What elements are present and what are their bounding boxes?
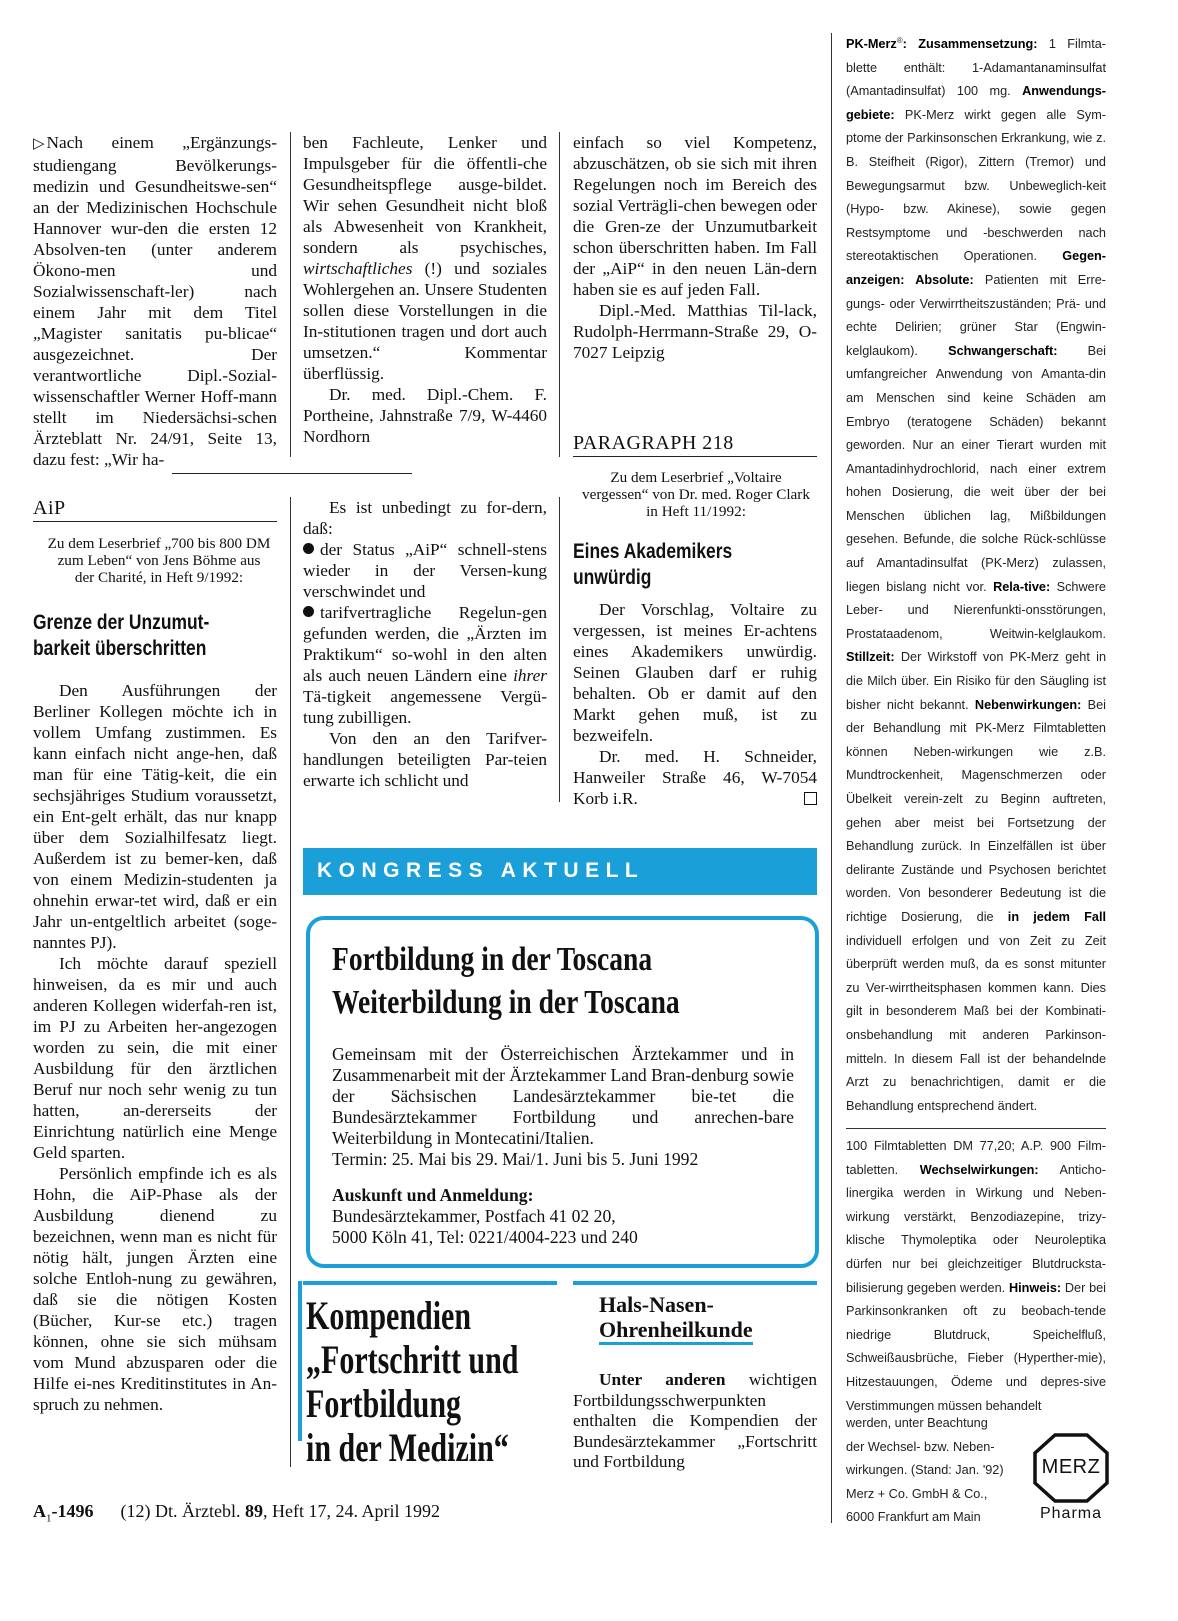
pk-merz-left-rule: [831, 33, 832, 1523]
pk-merz-label-schwangerschaft: Schwangerschaft:: [948, 343, 1058, 358]
column-1-aip-body: [33, 680, 277, 1415]
section-divider: [172, 473, 412, 474]
column-rule-1-bottom: [290, 497, 291, 1467]
hno-top-rule: [573, 1281, 817, 1285]
end-of-article-icon: [804, 792, 817, 805]
rubric-aip-rule: [33, 521, 277, 522]
kongress-aktuell-label: KONGRESS AKTUELL: [317, 859, 645, 882]
hno-title-line-1: Hals-Nasen-: [599, 1292, 714, 1317]
pk-merz-stillzeit: Der Wirkstoff von PK-Merz geht in die Milch über. Ein Risiko für den Säugling ist bisher nicht bekannt.: [846, 650, 1107, 712]
pk-merz-tail: [846, 1412, 1026, 1530]
footer-volume: 89: [244, 1501, 263, 1521]
column-3-top: [573, 132, 817, 363]
rubric-paragraph-218-rule: [573, 456, 817, 457]
merz-logo-text: MERZ: [1041, 1456, 1101, 1478]
column-2-paragraph-part-b: (!) und soziales Wohlergehen an. Unsere Studenten sollen diese Vorstellungen in die In-stitutionen tragen und dort auch umsetzen.“ Kommentar überflüssig.: [303, 259, 547, 383]
pk-merz-tail-line-2: der Wechsel- bzw. Neben-: [846, 1439, 995, 1454]
aip-bullet-2-italic: ihrer: [513, 666, 548, 685]
kompendien-title-line-4: in der Medizin“: [306, 1425, 509, 1470]
page-footer: [33, 1501, 440, 1525]
pk-merz-relative: Schwere Leber- und Nierenfunkti-onsstörungen, Prostataadenom, Weitwin-kelglaukom.: [846, 579, 1106, 641]
footer-page-subscript: 1: [46, 1512, 52, 1525]
pk-merz-schwangerschaft: Bei umfangreicher Anwendung von Amanta-din am Menschen sind keine Schäden am Embryo (teratogene Schäden) bekannt geworden. Nur an einer Tierart wurden mit Amantadinhydrochlorid, nach einer extrem hohen Dosierung, die weit über der bei Menschen üblichen lag, Mißbildungen gesehen. Befunde, die solche Rück-schlüsse auf Amantadinsulfat (PK-Merz) zulassen, liegen bislang nicht vor.: [846, 343, 1106, 594]
column-1-top: [33, 132, 277, 470]
kompendien-side-rule: [298, 1281, 302, 1441]
aip-paragraph-3: Persönlich empfinde ich es als Hohn, die AiP-Phase als der Ausbildung dienend zu bezeichnen, wenn man es nicht für nötig hält, jungen Ärzten eine solche Entloh-nung zu gewähren, daß sie die nötigen Kosten (Bücher, Kur-se etc.) tragen können, ohne sie sich mühsam vom Mund abzusparen oder die Hilfe ei-nes Kreditinstitutes in An-spruch zu nehmen.: [33, 1164, 277, 1414]
toscana-description: Gemeinsam mit der Österreichischen Ärztekammer und in Zusammenarbeit mit der Ärztekammer Land Bran-denburg sowie der Sächsischen Landesärztekammer bie-tet die Bundesärztekammer Fortbildung und anrechen-bare Weiterbildung in Montecatini/Italien.: [332, 1044, 794, 1148]
merz-logo-pharma: Pharma: [1039, 1505, 1103, 1522]
toscana-announcement-box: [306, 916, 819, 1268]
pk-merz-label-hinweis: Hinweis:: [1008, 1280, 1062, 1295]
paragraph-218-letter-intro: Zu dem Leserbrief „Voltaire vergessen“ von Dr. med. Roger Clark in Heft 11/1992:: [582, 469, 810, 520]
paragraph-218-headline-line-1: Eines Akademikers: [573, 540, 733, 563]
pk-merz-tail-line-4: Merz + Co. GmbH & Co.,: [846, 1486, 988, 1501]
aip-bullet-2-part-b: Tä-tigkeit angemessene Vergü-tung zubilligen.: [303, 687, 547, 727]
merz-logo: [1031, 1432, 1111, 1527]
toscana-termin: Termin: 25. Mai bis 29. Mai/1. Juni bis 5. Juni 1992: [332, 1149, 699, 1169]
pk-merz-label-wechselwirkungen: Wechselwirkungen:: [919, 1162, 1039, 1177]
hno-lead-bold: Unter anderen: [599, 1370, 726, 1389]
toscana-title-line-2: Weiterbildung in der Toscana: [332, 984, 680, 1021]
rubric-aip: AiP: [33, 497, 66, 519]
pk-merz-tail-line-3: wirkungen. (Stand: Jan. '92): [846, 1463, 1004, 1478]
aip-headline-line-1: Grenze der Unzumut-: [33, 611, 210, 634]
toscana-title: [332, 938, 680, 1024]
bullet-icon: [303, 606, 314, 617]
aip-paragraph-2: Ich möchte darauf speziell hinweisen, da es mir und auch anderen Kollegen widerfah-ren ist, im PJ zu Arbeiten her-angezogen worden zu sein, die mit einer Ausbildung für den ärztlichen Beruf nur noch sehr wenig zu tun hatten, an-dererseits der Einrichtung natürlich eine Menge Geld sparten.: [33, 954, 277, 1162]
column-2-italic-word: wirtschaftliches: [303, 259, 413, 278]
hno-title-line-2: Ohrenheilkunde: [599, 1317, 753, 1345]
aip-headline-line-2: barkeit überschritten: [33, 637, 207, 660]
pk-merz-registered: ®: [896, 35, 903, 45]
footer-page-letter: A: [33, 1501, 46, 1521]
pk-merz-divider: [846, 1128, 1106, 1129]
portheine-signature: Dr. med. Dipl.-Chem. F. Portheine, Jahnstraße 7/9, W-4460 Nordhorn: [303, 385, 547, 446]
pk-merz-label-gegenanzeigen: Gegen-anzeigen: Absolute:: [846, 249, 1106, 287]
pk-merz-packung: 100 Filmtabletten DM 77,20; A.P. 900 Film-tabletten.: [846, 1139, 1106, 1177]
pk-merz-name: PK-Merz: [846, 37, 897, 51]
paragraph-218-text: Der Vorschlag, Voltaire zu vergessen, ist meines Er-achtens eines Akademikers unwürdig. Seinen Glauben darf er ruhig behalten. Ob er damit auf den Markt gehen muß, ist zu bezweifeln.: [573, 600, 817, 745]
schneider-signature: Dr. med. H. Schneider, Hanweiler Straße 46, W-7054 Korb i.R.: [573, 747, 817, 808]
pk-merz-text-block-1: [846, 33, 1106, 1118]
hno-title: [599, 1292, 753, 1345]
pk-merz-wechselwirkungen: Anticho-linergika werden in Wirkung und Neben-wirkung verstärkt, Benzodiazepine, trizy-klische Thymoleptika oder Neuroleptika dürfen nur bei gleichzeitiger Blutdrucksta-bilisierung gegeben werden.: [846, 1162, 1106, 1295]
pk-merz-tail-line-1: werden, unter Beachtung: [846, 1416, 988, 1430]
pk-merz-label-stillzeit: Stillzeit:: [846, 650, 895, 665]
column-2-aip: [303, 497, 547, 791]
footer-journal: (12) Dt. Ärztebl.: [120, 1501, 241, 1521]
column-2-paragraph-part-a: ben Fachleute, Lenker und Impulsgeber für die öffentli-che Gesundheitspflege ausge-bildet. Wir sehen Gesundheit nicht bloß als Abwesenheit von Krankheit, sondern als psychisches,: [303, 133, 547, 257]
kompendien-title-line-2: „Fortschritt und: [306, 1337, 519, 1382]
pk-merz-nebenwirkungen-a: Bei der Behandlung mit PK-Merz Filmtabletten können Neben-wirkungen wie z.B. Mundtrockenheit, Magenschmerzen oder Übelkeit verein-zelt zu Beginn auftreten, gehen aber meist bei Fortsetzung der Behandlung zurück. In Einzelfällen ist über delirante Zustände und Psychosen berichtet worden. Von besonderer Bedeutung ist die richtige Dosierung, die: [846, 697, 1106, 924]
toscana-address-line-1: Bundesärztekammer, Postfach 41 02 20,: [332, 1206, 616, 1226]
column-1-intro-paragraph: Nach einem „Ergänzungs-studiengang Bevölkerungs-medizin und Gesundheitswe-sen“ an der Medizinischen Hochschule Hannover wur-den die ersten 12 Absolven-ten (unter anderem Ökono-men und Sozialwissenschaft-ler) nach einem Jahr mit dem Titel „Magister sanitatis pu-blicae“ ausgezeichnet. Der verantwortliche Dipl.-Sozial-wissenschaftler Werner Hoff-mann stellt im Niedersächsi-schen Ärzteblatt Nr. 24/91, Seite 13, dazu fest: „Wir ha-: [33, 133, 277, 469]
triangle-marker-icon: ▷: [33, 136, 45, 152]
hno-lead: [573, 1370, 817, 1473]
pk-merz-label-nebenwirkungen: Nebenwirkungen:: [974, 697, 1082, 712]
pk-merz-anwendungsgebiete: PK-Merz wirkt gegen alle Sym-ptome der Parkinsonschen Erkrankung, wie z. B. Steifheit (Rigor), Zittern (Tremor) und Bewegungsarmut bzw. Unbeweglich-keit (Hypo- bzw. Akinese), sowie gegen Restsymptome und -beschwerden nach stereotaktischen Operationen.: [846, 107, 1106, 264]
aip-letter-intro: Zu dem Leserbrief „700 bis 800 DM zum Leben“ von Jens Böhme aus der Charité, in Heft 9/1992:: [47, 535, 271, 586]
toscana-title-line-1: Fortbildung in der Toscana: [332, 941, 653, 978]
rubric-paragraph-218: PARAGRAPH 218: [573, 432, 734, 454]
pk-merz-nebenwirkungen-b: individuell erfolgen und von Zeit zu Zeit überprüft werden muß, da es sonst mitunter zu Ver-wirrtheitsphasen kommen kann. Dies gilt in besonderem Maß bei der Kombinati-onsbehandlung mit anderen Parkinson-mitteln. In diesem Fall ist der behandelnde Arzt zu benachrichtigen, damit er die Behandlung entsprechend ändert.: [846, 933, 1106, 1113]
column-rule-2-middle: [559, 497, 560, 802]
hno-lead-text: wichtigen Fortbildungsschwerpunkten enthalten die Kompendien der Bundesärztekammer „Fortschritt und Fortbildung: [573, 1370, 817, 1471]
footer-page-number: -1496: [51, 1501, 94, 1521]
aip-paragraph-1: Den Ausführungen der Berliner Kollegen möchte ich in vollem Umfang zustimmen. Es kann einfach nicht ange-hen, daß man für eine Tätig-keit, die ein sechsjähriges Studium voraussetzt, ein Ent-gelt erhält, das nur knapp über dem Sozialhilfesatz liegt. Außerdem ist zu bemer-ken, daß von einem Medizin-studenten ja ohnehin erwar-tet wird, daß er ein Jahr un-entgeltlich arbeitet (soge-nanntes PJ).: [33, 681, 277, 952]
pk-merz-hinweis: Der bei Parkinsonkranken oft zu beobach-tende niedrige Blutdruck, Speichelfluß, Schweißausbrüche, Fieber (Hyperther-mie), Hitzestauungen, Ödeme und depres-sive Verstimmungen müssen behandelt: [846, 1280, 1107, 1413]
pk-merz-tail-line-5: 6000 Frankfurt am Main: [846, 1510, 981, 1525]
column-rule-1-top: [290, 132, 291, 457]
pk-merz-label-zusammensetzung: : Zusammensetzung:: [902, 37, 1038, 51]
pk-merz-label-relative: Rela-tive:: [993, 579, 1051, 594]
tillack-signature: Dipl.-Med. Matthias Til-lack, Rudolph-Herrmann-Straße 29, O-7027 Leipzig: [573, 301, 817, 362]
kompendien-title: [306, 1294, 518, 1470]
column-3-paragraph-218-body: [573, 599, 817, 809]
kongress-aktuell-banner: [303, 848, 817, 895]
column-2-top: [303, 132, 547, 447]
pk-merz-label-anwendungsgebiete: Anwendungs-gebiete:: [846, 84, 1106, 122]
aip-bullet-2-part-a: tarifvertragliche Regelun-gen gefunden werden, die „Ärzten im Praktikum“ so-wohl in den alten als auch neuen Ländern eine: [303, 603, 547, 685]
paragraph-218-headline-line-2: unwürdig: [573, 566, 652, 589]
column-rule-2-top: [559, 132, 560, 457]
kompendien-top-rule: [303, 1281, 557, 1285]
kompendien-title-line-1: Kompendien: [306, 1293, 472, 1338]
aip-bullet-1: der Status „AiP“ schnell-stens wieder in der Versen-kung verschwindet und: [303, 540, 547, 601]
pk-merz-gegenanzeigen: Patienten mit Erre-gungs- oder Verwirrtheitszuständen; Prä- und echte Delirien; grüner Star (Engwin-kelglaukom).: [846, 272, 1106, 358]
pk-merz-nebenwirkungen-bold: in jedem Fall: [1007, 909, 1106, 924]
toscana-address-line-2: 5000 Köln 41, Tel: 0221/4004-223 und 240: [332, 1227, 638, 1247]
toscana-auskunft-label: Auskunft und Anmeldung:: [332, 1185, 534, 1205]
aip-demand-intro: Es ist unbedingt zu for-dern, daß:: [303, 498, 547, 538]
aip-paragraph-4: Von den an den Tarifver-handlungen beteiligten Par-teien erwarte ich schlicht und: [303, 729, 547, 790]
footer-issue-date: , Heft 17, 24. April 1992: [262, 1501, 440, 1521]
aip-continuation: einfach so viel Kompetenz, abzuschätzen, ob sie sich mit ihren Regelungen noch im Bereich des sozial Verträgli-chen bewegen oder die Gren-ze der Unzumutbarkeit schon überschritten haben. Im Fall der „AiP“ in den neuen Län-dern haben sie es auf jeden Fall.: [573, 133, 817, 299]
kompendien-title-line-3: Fortbildung: [306, 1381, 462, 1426]
pk-merz-text-block-2: [846, 1135, 1106, 1418]
toscana-body: [332, 1044, 794, 1248]
pk-merz-zusammensetzung: 1 Filmta-blette enthält: 1-Adamantanaminsulfat (Amantadinsulfat) 100 mg.: [846, 37, 1107, 99]
bullet-icon: [303, 543, 314, 554]
